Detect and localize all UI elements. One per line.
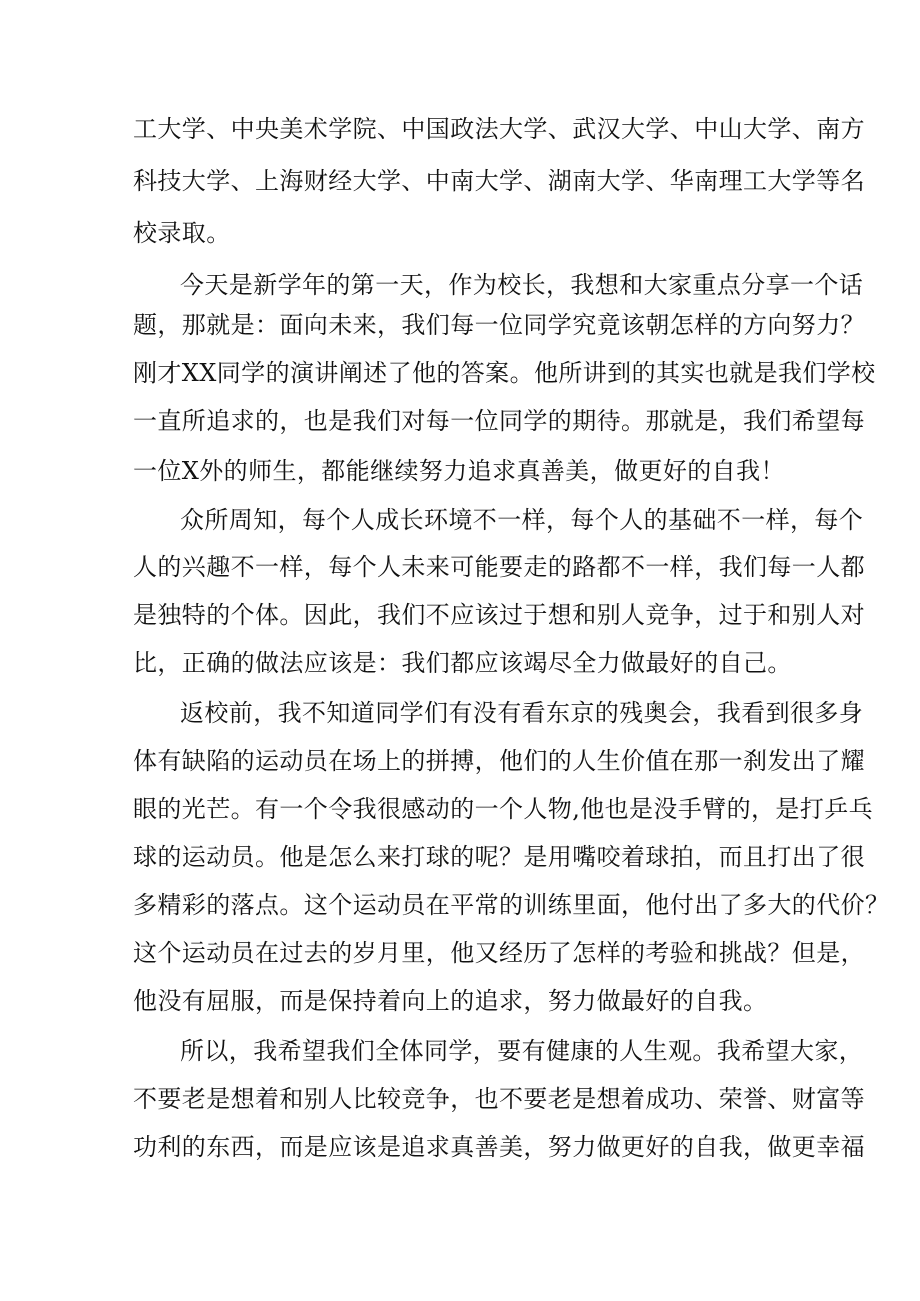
text-line: 返校前，我不知道同学们有没有看东京的残奥会，我看到很多身 [180, 699, 864, 727]
text-line: 他没有屈服，而是保持着向上的追求，努力做最好的自我。 [133, 987, 768, 1015]
text-line: 球的运动员。他是怎么来打球的呢？是用嘴咬着球拍，而且打出了很 [133, 843, 865, 871]
text-line: 是独特的个体。因此，我们不应该过于想和别人竞争，过于和别人对 [133, 601, 865, 629]
text-line: 功利的东西，而是应该是追求真善美，努力做更好的自我，做更幸福 [133, 1133, 865, 1161]
text-line: 眼的光芒。有一个令我很感动的一个人物,他也是没手臂的，是打乒乓 [133, 795, 874, 823]
text-line: 多精彩的落点。这个运动员在平常的训练里面，他付出了多大的代价？ [133, 891, 890, 919]
text-line: 题，那就是：面向未来，我们每一位同学究竟该朝怎样的方向努力？ [133, 311, 865, 339]
text-line: 众所周知，每个人成长环境不一样，每个人的基础不一样，每个 [180, 506, 864, 534]
text-line: 所以，我希望我们全体同学，要有健康的人生观。我希望大家， [180, 1037, 864, 1065]
text-line: 科技大学、上海财经大学、中南大学、湖南大学、华南理工大学等名 [133, 167, 865, 195]
text-line: 这个运动员在过去的岁月里，他又经历了怎样的考验和挑战？但是， [133, 939, 865, 967]
text-line: 体有缺陷的运动员在场上的拼搏，他们的人生价值在那一刹发出了耀 [133, 747, 865, 775]
text-line: 一位X外的师生，都能继续努力追求真善美，做更好的自我！ [133, 457, 785, 485]
text-line: 今天是新学年的第一天，作为校长，我想和大家重点分享一个话 [180, 271, 864, 299]
text-line: 不要老是想着和别人比较竞争，也不要老是想着成功、荣誉、财富等 [133, 1085, 865, 1113]
text-line: 工大学、中央美术学院、中国政法大学、武汉大学、中山大学、南方 [133, 115, 865, 143]
text-line: 比，正确的做法应该是：我们都应该竭尽全力做最好的自己。 [133, 649, 792, 677]
text-line: 刚才XX同学的演讲阐述了他的答案。他所讲到的其实也就是我们学校 [133, 359, 876, 387]
text-line: 校录取。 [133, 219, 231, 247]
text-line: 人的兴趣不一样，每个人未来可能要走的路都不一样，我们每一人都 [133, 553, 865, 581]
text-line: 一直所追求的，也是我们对每一位同学的期待。那就是，我们希望每 [133, 407, 865, 435]
